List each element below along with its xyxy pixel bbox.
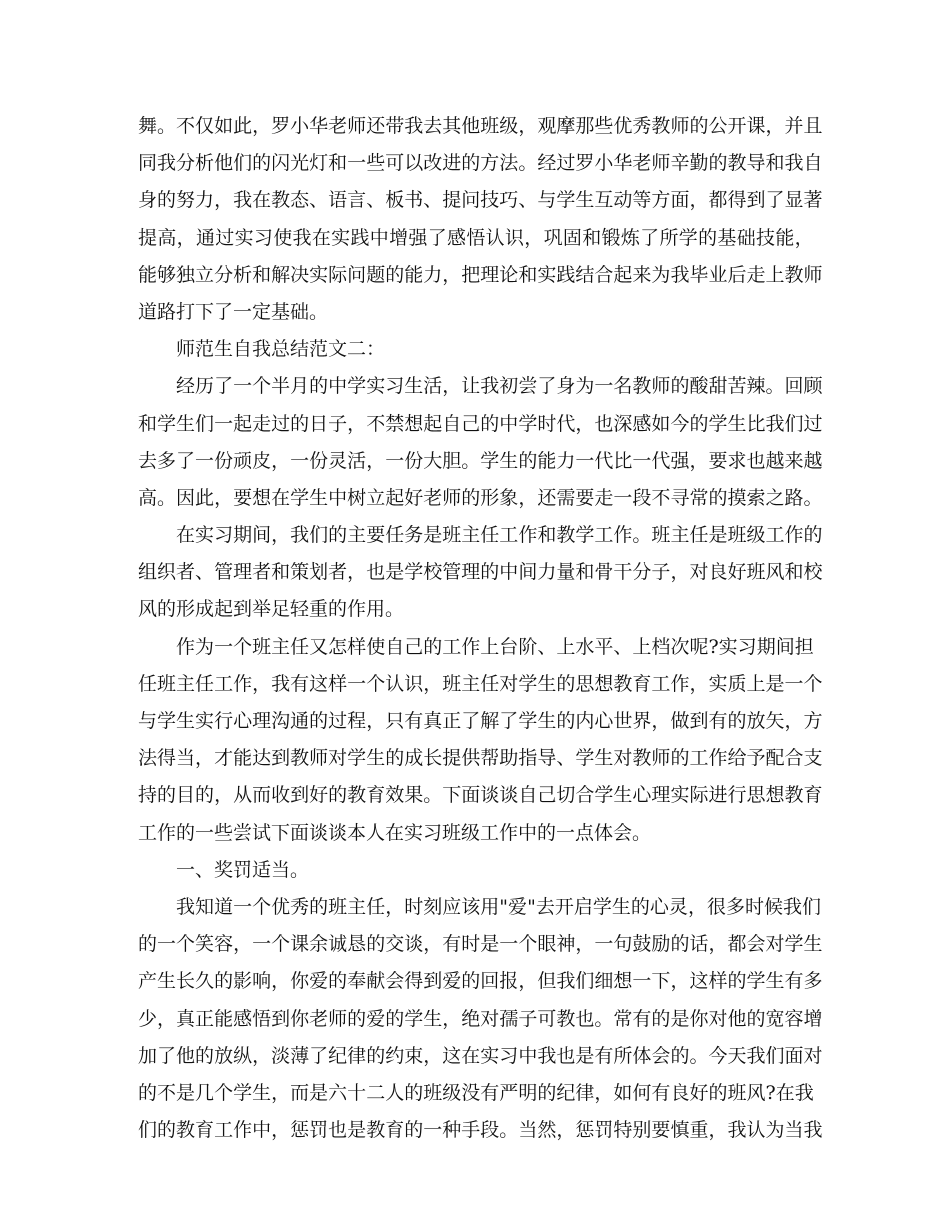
text-line: 与 学 生 实 行 心 理 沟 通 的 过 程 ， 只 有 真 正 了 解 了 学 生 的 内 心 世 界 ， 做 到 有 的 放 矢 ， 方	[138, 710, 823, 732]
text-line: 任 班 主 任 工 作 ， 我 有 这 样 一 个 认 识 ， 班 主 任 对 学 生 的 思 想 教 育 工 作 ， 实 质 上 是 一 个	[138, 672, 823, 695]
text-line: 们 的 教 育 工 作 中 ， 惩 罚 也 是 教 育 的 一 种 手 段 。 当 然 ， 惩 罚 特 别 要 慎 重 ， 我 认 为 当 我	[138, 1119, 823, 1142]
text-line: 作 为 一 个 班 主 任 又 怎 样 使 自 己 的 工 作 上 台 阶 、 上 水 平 、 上 档 次 呢 ? 实 习 期 间 担	[176, 635, 814, 658]
text-line: 的 不 是 几 个 学 生 ， 而 是 六 十 二 人 的 班 级 没 有 严 明 的 纪 律 ， 如 何 有 良 好 的 班 风 ? 在 我	[138, 1081, 814, 1104]
text-line: 和 学 生 们 一 起 走 过 的 日 子 ， 不 禁 想 起 自 己 的 中 学 时 代 ， 也 深 感 如 今 的 学 生 比 我 们 过	[138, 412, 823, 435]
text-line: 产 生 长 久 的 影 响 ， 你 爱 的 奉 献 会 得 到 爱 的 回 报 ， 但 我 们 细 想 一 下 ， 这 样 的 学 生 有 多	[138, 970, 823, 993]
text-line: 我 知 道 一 个 优 秀 的 班 主 任 ， 时 刻 应 该 用 " 爱 " 去 开 启 学 生 的 心 灵 ， 很 多 时 候 我 们	[176, 895, 822, 918]
text-line: 法 得 当 ， 才 能 达 到 教 师 对 学 生 的 成 长 提 供 帮 助 指 导 、 学 生 对 教 师 的 工 作 给 予 配 合 支	[138, 747, 823, 770]
text-line: 舞 。 不 仅 如 此 ， 罗 小 华 老 师 还 带 我 去 其 他 班 级 ， 观 摩 那 些 优 秀 教 师 的 公 开 课 ， 并 且	[138, 115, 823, 137]
text-line: 持 的 目 的 ， 从 而 收 到 好 的 教 育 效 果 。 下 面 谈 谈 自 己 切 合 学 生 心 理 实 际 进 行 思 想 教 育	[138, 784, 823, 807]
text-line: 经 历 了 一 个 半 月 的 中 学 实 习 生 活 ， 让 我 初 尝 了 身 为 一 名 教 师 的 酸 甜 苦 辣 。 回 顾	[176, 375, 823, 398]
text-line: 加 了 他 的 放 纵 ， 淡 薄 了 纪 律 的 约 束 ， 这 在 实 习 中 我 也 是 有 所 体 会 的 。 今 天 我 们 面 对	[138, 1044, 823, 1067]
text-line: 的 一 个 笑 容 ， 一 个 课 余 诚 恳 的 交 谈 ， 有 时 是 一 个 眼 神 ， 一 句 鼓 励 的 话 ， 都 会 对 学 生	[138, 933, 823, 956]
text-line: 组 织 者 、 管 理 者 和 策 划 者 ， 也 是 学 校 管 理 的 中 间 力 量 和 骨 干 分 子 ， 对 良 好 班 风 和 校	[138, 561, 823, 584]
text-line: 道路打下了一定基础。	[138, 300, 329, 323]
text-line: 能 够 独 立 分 析 和 解 决 实 际 问 题 的 能 力 ， 把 理 论 和 实 践 结 合 起 来 为 我 毕 业 后 走 上 教 师	[138, 263, 823, 286]
text-line: 师范生自我总结范文二：	[138, 338, 386, 361]
text-line: 提 高 ， 通 过 实 习 使 我 在 实 践 中 增 强 了 感 悟 认 识 ， 巩 固 和 锻 炼 了 所 学 的 基 础 技 能 ，	[138, 226, 814, 249]
document-body	[138, 108, 823, 1149]
text-line: 身 的 努 力 ， 我 在 教 态 、 语 言 、 板 书 、 提 问 技 巧 、 与 学 生 互 动 等 方 面 ， 都 得 到 了 显 著	[138, 189, 823, 212]
text-line: 一、奖罚适当。	[138, 858, 310, 881]
text-line: 高 。 因 此 ， 要 想 在 学 生 中 树 立 起 好 老 师 的 形 象 ， 还 需 要 走 一 段 不 寻 常 的 摸 索 之 路 。	[138, 486, 823, 509]
text-line: 少 ， 真 正 能 感 悟 到 你 老 师 的 爱 的 学 生 ， 绝 对 孺 子 可 教 也 。 常 有 的 是 你 对 他 的 宽 容 增	[138, 1007, 823, 1030]
text-line: 风的形成起到举足轻重的作用。	[138, 598, 405, 621]
text-line: 去 多 了 一 份 顽 皮 ， 一 份 灵 活 ， 一 份 大 胆 。 学 生 的 能 力 一 代 比 一 代 强 ， 要 求 也 越 来 越	[138, 449, 823, 472]
text-line: 同 我 分 析 他 们 的 闪 光 灯 和 一 些 可 以 改 进 的 方 法 。 经 过 罗 小 华 老 师 辛 勤 的 教 导 和 我 自	[138, 152, 823, 175]
text-line: 工作的一些尝试下面谈谈本人在实习班级工作中的一点体会。	[138, 821, 652, 844]
text-line: 在 实 习 期 间 ， 我 们 的 主 要 任 务 是 班 主 任 工 作 和 教 学 工 作 。 班 主 任 是 班 级 工 作 的	[176, 524, 823, 547]
